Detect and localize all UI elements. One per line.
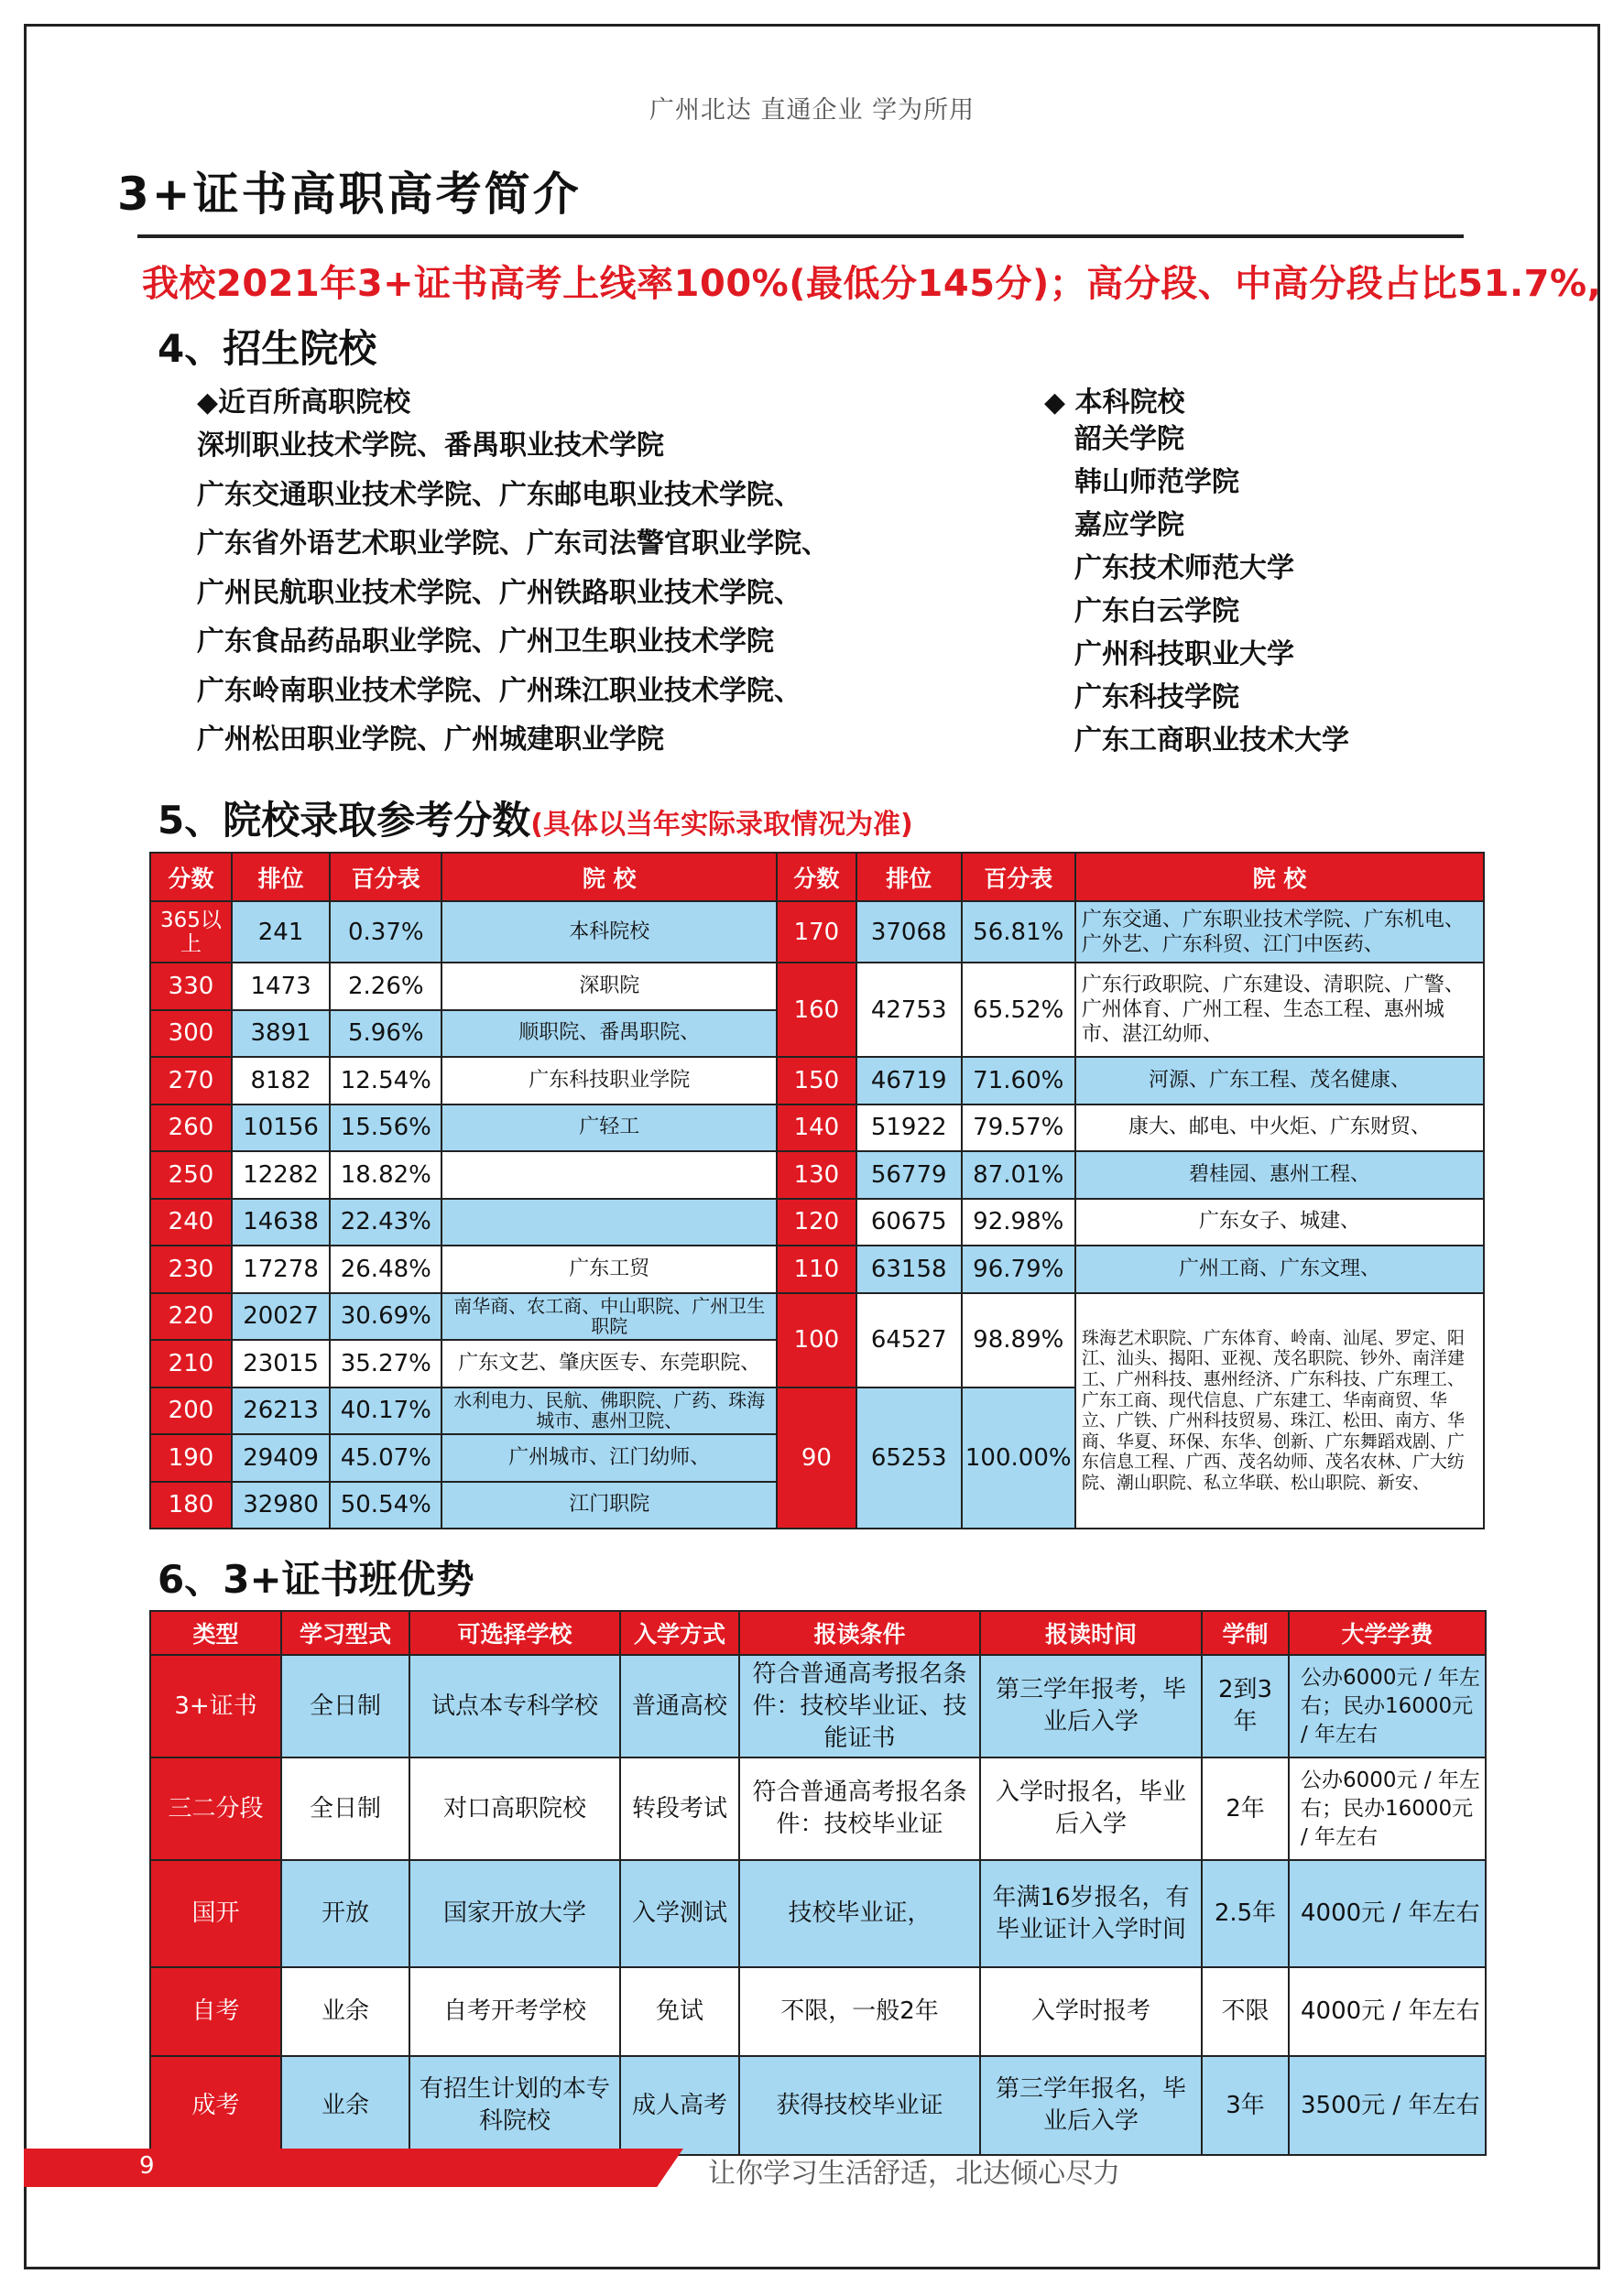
school-cell: 广东工贸 (441, 1246, 777, 1293)
percent-cell: 12.54% (330, 1057, 441, 1104)
rank-cell: 32980 (232, 1482, 330, 1529)
column-header: 分数 (777, 853, 856, 901)
vocational-college-list (197, 421, 829, 765)
school-cell: 广州工商、广东文理、 (1075, 1246, 1484, 1293)
length-cell: 2到3年 (1202, 1655, 1289, 1757)
page-number: 9 (139, 2152, 155, 2180)
list-item: 韩山师范学院 (1074, 466, 1239, 498)
table-row (150, 1655, 1486, 1757)
undergraduate-list (1074, 418, 1349, 762)
rank-cell: 29409 (232, 1434, 330, 1482)
fee-cell: 4000元 / 年左右 (1289, 1860, 1486, 1967)
score-cell: 300 (150, 1010, 232, 1058)
title-divider (137, 234, 1464, 238)
list-item: 韶关学院 (1074, 423, 1184, 455)
length-cell: 2年 (1202, 1757, 1289, 1860)
list-item: 广东食品药品职业学院、广州卫生职业技术学院 (197, 626, 774, 658)
type-cell: 自考 (150, 1967, 281, 2056)
score-cell: 210 (150, 1340, 232, 1387)
list-item: 广东科技学院 (1074, 681, 1239, 713)
school-cell: 有招生计划的本专科院校 (409, 2056, 620, 2155)
rank-cell: 8182 (232, 1057, 330, 1104)
school-cell (441, 1151, 777, 1199)
rank-cell: 12282 (232, 1151, 330, 1199)
section-5-note: (具体以当年实际录取情况为准) (530, 809, 913, 841)
school-cell: 碧桂园、惠州工程、 (1075, 1151, 1484, 1199)
school-cell: 广东女子、城建、 (1075, 1199, 1484, 1246)
list-item: 广东技术师范大学 (1074, 552, 1294, 584)
table-row (150, 1293, 1484, 1341)
table-row (150, 901, 1484, 963)
table-row (150, 2056, 1486, 2155)
score-cell: 240 (150, 1199, 232, 1246)
table-row (150, 1057, 1484, 1104)
time-cell: 入学时报考 (980, 1967, 1202, 2056)
score-cell: 130 (777, 1151, 856, 1199)
length-cell: 不限 (1202, 1967, 1289, 2056)
rank-cell: 23015 (232, 1340, 330, 1387)
school-cell: 广东科技职业学院 (441, 1057, 777, 1104)
rank-cell: 46719 (856, 1057, 962, 1104)
school-cell: 深职院 (441, 963, 777, 1010)
section-5-title: 5、院校录取参考分数 (158, 798, 531, 843)
percent-cell: 26.48% (330, 1246, 441, 1293)
school-cell: 试点本专科学校 (409, 1655, 620, 1757)
fee-cell: 3500元 / 年左右 (1289, 2056, 1486, 2155)
score-cell: 170 (777, 901, 856, 963)
list-item: 广州民航职业技术学院、广州铁路职业技术学院、 (197, 576, 801, 609)
school-cell: 国家开放大学 (409, 1860, 620, 1967)
column-header: 院 校 (441, 853, 777, 901)
vocational-colleges-heading: ◆近百所高职院校 (197, 386, 411, 419)
score-table (149, 852, 1485, 1529)
column-header: 分数 (150, 853, 232, 901)
column-header: 大学学费 (1289, 1611, 1486, 1655)
list-item: 嘉应学院 (1074, 509, 1184, 541)
percent-cell: 2.26% (330, 963, 441, 1010)
entry-cell: 普通高校 (620, 1655, 739, 1757)
score-cell: 250 (150, 1151, 232, 1199)
list-item: 广州松田职业学院、广州城建职业学院 (197, 724, 664, 756)
table-row (150, 1757, 1486, 1860)
column-header: 学制 (1202, 1611, 1289, 1655)
condition-cell: 符合普通高考报名条件：技校毕业证、技能证书 (739, 1655, 980, 1757)
rank-cell: 37068 (856, 901, 962, 963)
school-cell: 广轻工 (441, 1104, 777, 1152)
column-header: 院 校 (1075, 853, 1484, 901)
percent-cell: 45.07% (330, 1434, 441, 1482)
condition-cell: 符合普通高考报名条件：技校毕业证 (739, 1757, 980, 1860)
type-cell: 国开 (150, 1860, 281, 1967)
score-cell: 200 (150, 1387, 232, 1435)
score-cell: 110 (777, 1246, 856, 1293)
undergraduate-heading: ◆ 本科院校 (1044, 386, 1185, 419)
score-cell: 90 (777, 1387, 856, 1529)
section-5-heading (158, 790, 913, 845)
percent-cell: 96.79% (962, 1246, 1075, 1293)
school-cell: 珠海艺术职院、广东体育、岭南、汕尾、罗定、阳江、汕头、揭阳、亚视、茂名职院、钞外、南洋建工、广州科技、惠州经济、广东科技、广东理工、广东工商、现代信息、广东建工、华南商贸、华立、广铁、广州科技贸易、珠江、松田、南方、华商、华夏、环保、东华、创新、广东舞蹈戏剧、广东信息工程、广西、茂名幼师、茂名农林、广大纺院、潮山职院、私立华联、松山职院、新安、 (1075, 1293, 1484, 1529)
school-cell: 南华商、农工商、中山职院、广州卫生职院 (441, 1293, 777, 1341)
percent-cell: 5.96% (330, 1010, 441, 1058)
school-cell: 顺职院、番禺职院、 (441, 1010, 777, 1058)
column-header: 入学方式 (620, 1611, 739, 1655)
score-cell: 180 (150, 1482, 232, 1529)
section-6-heading: 6、3+证书班优势 (158, 1557, 474, 1602)
column-header: 类型 (150, 1611, 281, 1655)
advantage-table (149, 1610, 1487, 2156)
rank-cell: 17278 (232, 1246, 330, 1293)
percent-cell: 22.43% (330, 1199, 441, 1246)
percent-cell: 92.98% (962, 1199, 1075, 1246)
percent-cell: 98.89% (962, 1293, 1075, 1387)
percent-cell: 18.82% (330, 1151, 441, 1199)
school-cell: 水利电力、民航、佛职院、广药、珠海城市、惠州卫院、 (441, 1387, 777, 1435)
percent-cell: 0.37% (330, 901, 441, 963)
school-cell: 本科院校 (441, 901, 777, 963)
length-cell: 2.5年 (1202, 1860, 1289, 1967)
rank-cell: 20027 (232, 1293, 330, 1341)
advantage-table-header (150, 1611, 1486, 1655)
mode-cell: 业余 (281, 1967, 409, 2056)
score-cell: 230 (150, 1246, 232, 1293)
percent-cell: 56.81% (962, 901, 1075, 963)
entry-cell: 免试 (620, 1967, 739, 2056)
table-row (150, 1967, 1486, 2056)
school-cell: 广州城市、江门幼师、 (441, 1434, 777, 1482)
column-header: 百分表 (962, 853, 1075, 901)
percent-cell: 40.17% (330, 1387, 441, 1435)
column-header: 排位 (856, 853, 962, 901)
school-cell: 自考开考学校 (409, 1967, 620, 2056)
list-item: 广东白云学院 (1074, 595, 1239, 627)
rank-cell: 64527 (856, 1293, 962, 1387)
column-header: 排位 (232, 853, 330, 901)
score-cell: 140 (777, 1104, 856, 1152)
score-table-header (150, 853, 1484, 901)
rank-cell: 42753 (856, 963, 962, 1057)
percent-cell: 87.01% (962, 1151, 1075, 1199)
mode-cell: 业余 (281, 2056, 409, 2155)
table-row (150, 1199, 1484, 1246)
length-cell: 3年 (1202, 2056, 1289, 2155)
fee-cell: 公办6000元 / 年左右；民办16000元 / 年左右 (1289, 1655, 1486, 1757)
school-cell: 对口高职院校 (409, 1757, 620, 1860)
list-item: 深圳职业技术学院、番禺职业技术学院 (197, 430, 664, 462)
column-header: 报读时间 (980, 1611, 1202, 1655)
type-cell: 3+证书 (150, 1655, 281, 1757)
percent-cell: 71.60% (962, 1057, 1075, 1104)
school-cell: 广东文艺、肇庆医专、东莞职院、 (441, 1340, 777, 1387)
score-cell: 100 (777, 1293, 856, 1387)
list-item: 广东岭南职业技术学院、广州珠江职业技术学院、 (197, 674, 801, 707)
time-cell: 第三学年报考，毕业后入学 (980, 1655, 1202, 1757)
score-cell: 150 (777, 1057, 856, 1104)
rank-cell: 63158 (856, 1246, 962, 1293)
highlight-statement: 我校2021年3+证书高考上线率100%(最低分145分)；高分段、中高分段占比51.7%, (142, 263, 1602, 305)
school-cell: 河源、广东工程、茂名健康、 (1075, 1057, 1484, 1104)
entry-cell: 成人高考 (620, 2056, 739, 2155)
column-header: 学习型式 (281, 1611, 409, 1655)
footer-bar (24, 2149, 683, 2187)
table-row (150, 1246, 1484, 1293)
score-cell: 190 (150, 1434, 232, 1482)
score-cell: 220 (150, 1293, 232, 1341)
rank-cell: 26213 (232, 1387, 330, 1435)
list-item: 广东工商职业技术大学 (1074, 724, 1349, 756)
time-cell: 年满16岁报名，有毕业证计入学时间 (980, 1860, 1202, 1967)
time-cell: 第三学年报名，毕业后入学 (980, 2056, 1202, 2155)
mode-cell: 全日制 (281, 1757, 409, 1860)
condition-cell: 技校毕业证， (739, 1860, 980, 1967)
rank-cell: 65253 (856, 1387, 962, 1529)
school-cell: 江门职院 (441, 1482, 777, 1529)
percent-cell: 50.54% (330, 1482, 441, 1529)
fee-cell: 公办6000元 / 年左右；民办16000元 / 年左右 (1289, 1757, 1486, 1860)
mode-cell: 开放 (281, 1860, 409, 1967)
score-cell: 160 (777, 963, 856, 1057)
score-cell: 330 (150, 963, 232, 1010)
footer-slogan: 让你学习生活舒适，北达倾心尽力 (708, 2158, 1120, 2190)
percent-cell: 79.57% (962, 1104, 1075, 1152)
percent-cell: 65.52% (962, 963, 1075, 1057)
table-row (150, 1104, 1484, 1152)
type-cell: 三二分段 (150, 1757, 281, 1860)
table-row (150, 1860, 1486, 1967)
rank-cell: 10156 (232, 1104, 330, 1152)
type-cell: 成考 (150, 2056, 281, 2155)
rank-cell: 56779 (856, 1151, 962, 1199)
rank-cell: 241 (232, 901, 330, 963)
condition-cell: 不限，一般2年 (739, 1967, 980, 2056)
table-row (150, 963, 1484, 1010)
rank-cell: 1473 (232, 963, 330, 1010)
entry-cell: 入学测试 (620, 1860, 739, 1967)
fee-cell: 4000元 / 年左右 (1289, 1967, 1486, 2056)
score-cell: 260 (150, 1104, 232, 1152)
column-header: 百分表 (330, 853, 441, 901)
column-header: 报读条件 (739, 1611, 980, 1655)
entry-cell: 转段考试 (620, 1757, 739, 1860)
percent-cell: 35.27% (330, 1340, 441, 1387)
school-cell: 康大、邮电、中火炬、广东财贸、 (1075, 1104, 1484, 1152)
school-cell: 广东行政职院、广东建设、清职院、广警、广州体育、广州工程、生态工程、惠州城市、湛江幼师、 (1075, 963, 1484, 1057)
page-title: 3+证书高职高考简介 (117, 168, 582, 221)
rank-cell: 51922 (856, 1104, 962, 1152)
score-cell: 365以上 (150, 901, 232, 963)
score-cell: 270 (150, 1057, 232, 1104)
school-cell (441, 1199, 777, 1246)
condition-cell: 获得技校毕业证 (739, 2056, 980, 2155)
time-cell: 入学时报名，毕业后入学 (980, 1757, 1202, 1860)
score-cell: 120 (777, 1199, 856, 1246)
rank-cell: 14638 (232, 1199, 330, 1246)
percent-cell: 30.69% (330, 1293, 441, 1341)
percent-cell: 15.56% (330, 1104, 441, 1152)
section-4-heading: 4、招生院校 (158, 326, 377, 371)
rank-cell: 60675 (856, 1199, 962, 1246)
percent-cell: 100.00% (962, 1387, 1075, 1529)
list-item: 广东交通职业技术学院、广东邮电职业技术学院、 (197, 478, 801, 511)
mode-cell: 全日制 (281, 1655, 409, 1757)
header-slogan: 广州北达 直通企业 学为所用 (649, 96, 975, 125)
school-cell: 广东交通、广东职业技术学院、广东机电、广外艺、广东科贸、江门中医药、 (1075, 901, 1484, 963)
rank-cell: 3891 (232, 1010, 330, 1058)
list-item: 广州科技职业大学 (1074, 638, 1294, 670)
column-header: 可选择学校 (409, 1611, 620, 1655)
list-item: 广东省外语艺术职业学院、广东司法警官职业学院、 (197, 528, 829, 560)
table-row (150, 1151, 1484, 1199)
